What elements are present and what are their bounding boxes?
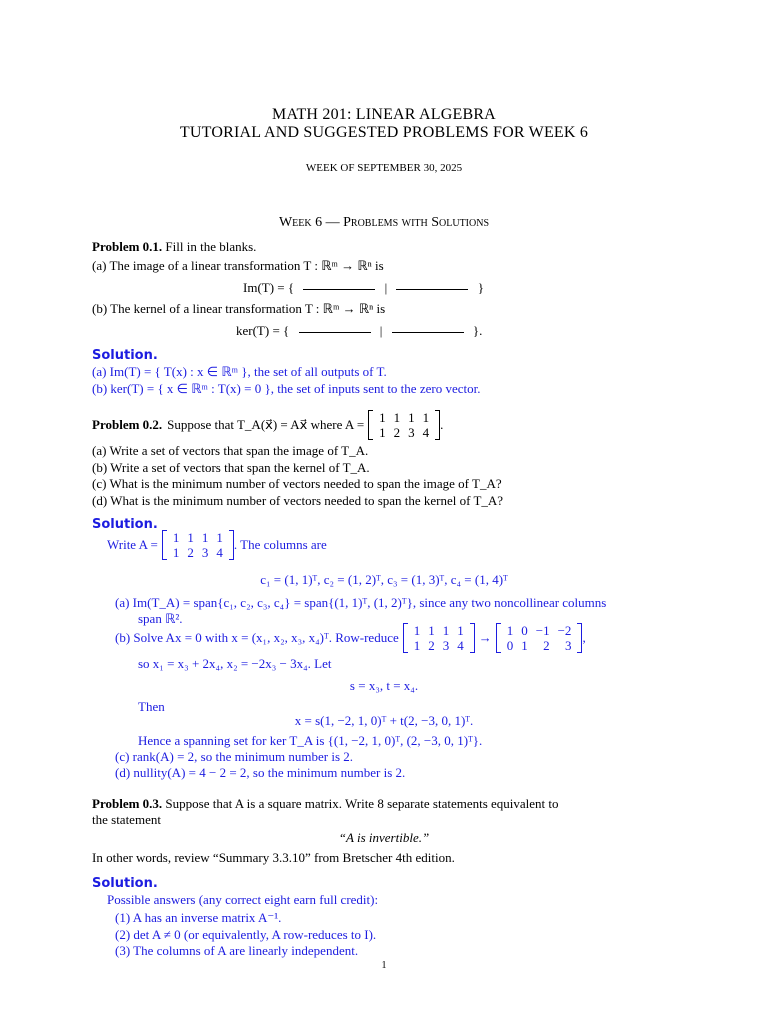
arrow-icon: → xyxy=(478,630,492,645)
p1-b-text: (b) The kernel of a linear transformation T : ℝᵐ → ℝⁿ is xyxy=(92,301,386,316)
hence-line: Hence a spanning set for ker T_A is {(1, −2, 1, 0)ᵀ, (2, −3, 0, 1)ᵀ}. xyxy=(138,733,483,748)
p1-solution-b: (b) ker(T) = { x ∈ ℝᵐ : T(x) = 0 }, the set of inputs sent to the zero vector. xyxy=(92,381,481,396)
eq-sep: | xyxy=(384,280,388,295)
matrix-a-rowreduce xyxy=(403,623,475,653)
problem-prompt: Suppose that A is a square matrix. Write 8 separate statements equivalent to xyxy=(165,796,559,811)
matrix-entry: 1 xyxy=(379,410,386,425)
matrix-entry: 4 xyxy=(422,425,430,440)
subtitle: WEEK OF SEPTEMBER 30, 2025 xyxy=(305,162,463,174)
blank-field xyxy=(303,288,375,290)
matrix-entry: 0 xyxy=(521,623,528,638)
matrix-entry: 2 xyxy=(543,638,550,653)
matrix-entry: 1 xyxy=(408,410,415,425)
matrix-entry: 1 xyxy=(379,425,386,440)
matrix-a-solution xyxy=(162,530,234,560)
then-text: Then xyxy=(138,699,165,714)
quote: “A is invertible.” xyxy=(338,830,430,845)
matrix-entry: −2 xyxy=(557,623,572,638)
question-item: (b) Write a set of vectors that span the kernel of T_A. xyxy=(92,459,370,475)
blank-field xyxy=(392,331,464,333)
possible-answers: Possible answers (any correct eight earn full credit): xyxy=(107,892,379,907)
columns-line: c₁ = (1, 1)ᵀ, c₂ = (1, 2)ᵀ, c₃ = (1, 3)ᵀ, c₄ = (1, 4)ᵀ xyxy=(260,572,508,587)
matrix-entry: 1 xyxy=(506,623,514,638)
matrix-a xyxy=(368,410,440,440)
p1-a-equation xyxy=(243,280,484,296)
blank-field xyxy=(299,331,371,333)
question-item: (a) Write a set of vectors that span the image of T_A. xyxy=(92,443,369,458)
p2-solution-d: (d) nullity(A) = 4 − 2 = 2, so the minimum number is 2. xyxy=(115,765,406,780)
matrix-entry: 2 xyxy=(187,545,194,560)
let-line: s = x₃, t = x₄. xyxy=(349,678,419,693)
problem-0-1-header xyxy=(92,239,256,255)
p2-questions xyxy=(92,443,503,509)
matrix-entry: 4 xyxy=(457,638,464,653)
question-item: (c) What is the minimum number of vectors needed to span the image of T_A? xyxy=(92,476,502,491)
matrix-entry: 1 xyxy=(201,530,209,545)
p1-a-text: (a) The image of a linear transformation T : ℝᵐ → ℝⁿ is xyxy=(92,258,384,273)
problem-prompt: Fill in the blanks. xyxy=(165,239,257,254)
p1-b-equation xyxy=(236,323,482,339)
matrix-entry: 1 xyxy=(428,623,435,638)
problem-label: Problem 0.1. xyxy=(92,239,163,254)
columns-are-text: . The columns are xyxy=(233,537,327,552)
page-number: 1 xyxy=(381,960,387,971)
p2-solution-a-line1: (a) Im(T_A) = span{c₁, c₂, c₃, c₄} = span{(1, 1)ᵀ, (1, 2)ᵀ}, since any two noncollinear columns xyxy=(115,595,607,610)
title-line-2: TUTORIAL AND SUGGESTED PROBLEMS FOR WEEK 6 xyxy=(179,124,589,141)
review-line: In other words, review “Summary 3.3.10” from Bretscher 4th edition. xyxy=(92,850,455,865)
problem-prompt: Suppose that T_A(x⃗) = Ax⃗ where A = xyxy=(167,417,365,432)
matrix-entry: 1 xyxy=(413,638,421,653)
eq-left: ker(T) = { xyxy=(236,323,290,338)
matrix-entry: 1 xyxy=(172,545,180,560)
matrix-entry: 3 xyxy=(201,545,209,560)
matrix-entry: 3 xyxy=(442,638,450,653)
row-reduce-text: (b) Solve Ax = 0 with x = (x₁, x₂, x₃, x₄)ᵀ. Row-reduce xyxy=(115,630,399,645)
matrix-entry: 1 xyxy=(216,530,223,545)
matrix-entry: −1 xyxy=(535,623,550,638)
answer-item: (3) The columns of A are linearly independent. xyxy=(115,943,359,958)
answer-item: (2) det A ≠ 0 (or equivalently, A row-reduces to I). xyxy=(115,926,377,942)
matrix-entry: 1 xyxy=(422,410,430,425)
matrix-entry: 1 xyxy=(393,410,401,425)
eq-right: }. xyxy=(472,323,483,338)
p2-solution-a-line2: span ℝ². xyxy=(138,611,183,626)
section-title: Week 6 — Problems with Solutions xyxy=(278,215,490,230)
matrix-entry: 3 xyxy=(408,425,415,440)
matrix-entry: 1 xyxy=(172,530,180,545)
matrix-entry: 1 xyxy=(187,530,194,545)
matrix-entry: 1 xyxy=(413,623,421,638)
matrix-entry: 2 xyxy=(428,638,435,653)
solution-label: Solution. xyxy=(92,876,158,891)
title-line-1: MATH 201: LINEAR ALGEBRA xyxy=(272,106,496,123)
p1-solution-a: (a) Im(T) = { T(x) : x ∈ ℝᵐ }, the set of all outputs of T. xyxy=(92,364,387,379)
matrix-entry: 2 xyxy=(393,425,401,440)
matrix-entry: 3 xyxy=(564,638,572,653)
problem-label: Problem 0.3. xyxy=(92,796,163,811)
solution-label: Solution. xyxy=(92,517,158,532)
eq-left: Im(T) = { xyxy=(243,280,295,295)
blank-field xyxy=(396,288,468,290)
problem-0-2-header: Problem 0.2. Suppose that T_A(x⃗) = Ax⃗ where A = 1 1 1 1 1 2 3 4 . xyxy=(92,410,444,440)
matrix-entry: 4 xyxy=(216,545,223,560)
p2-solution-b-line1: (b) Solve Ax = 0 with x = (x₁, x₂, x₃, x₄)ᵀ. Row-reduce 1 1 1 1 1 2 3 4 → 1 0 −1 −2 0 1 2 3 , xyxy=(115,623,586,653)
matrix-entry: 0 xyxy=(506,638,514,653)
eq-sep: | xyxy=(379,323,383,338)
p2-write-a xyxy=(107,530,327,560)
problem-0-3-header xyxy=(92,796,559,812)
answer-item: (1) A has an inverse matrix A⁻¹. xyxy=(115,910,282,925)
matrix-entry: 1 xyxy=(457,623,464,638)
answers-list xyxy=(115,910,376,960)
question-item: (d) What is the minimum number of vectors needed to span the kernel of T_A? xyxy=(92,492,504,508)
p3-prompt-line2: the statement xyxy=(92,812,161,827)
solution-label: Solution. xyxy=(92,348,158,363)
p2-solution-b-line2: so x₁ = x₃ + 2x₄, x₂ = −2x₃ − 3x₄. Let xyxy=(138,656,332,671)
matrix-entry: 1 xyxy=(442,623,450,638)
x-equation: x = s(1, −2, 1, 0)ᵀ + t(2, −3, 0, 1)ᵀ. xyxy=(294,713,474,728)
problem-label: Problem 0.2. xyxy=(92,417,163,432)
write-a-text: Write A = xyxy=(107,537,158,552)
matrix-entry: 1 xyxy=(521,638,528,653)
p2-solution-c: (c) rank(A) = 2, so the minimum number is 2. xyxy=(115,749,354,764)
eq-right: } xyxy=(477,280,484,295)
matrix-rref xyxy=(496,623,583,653)
